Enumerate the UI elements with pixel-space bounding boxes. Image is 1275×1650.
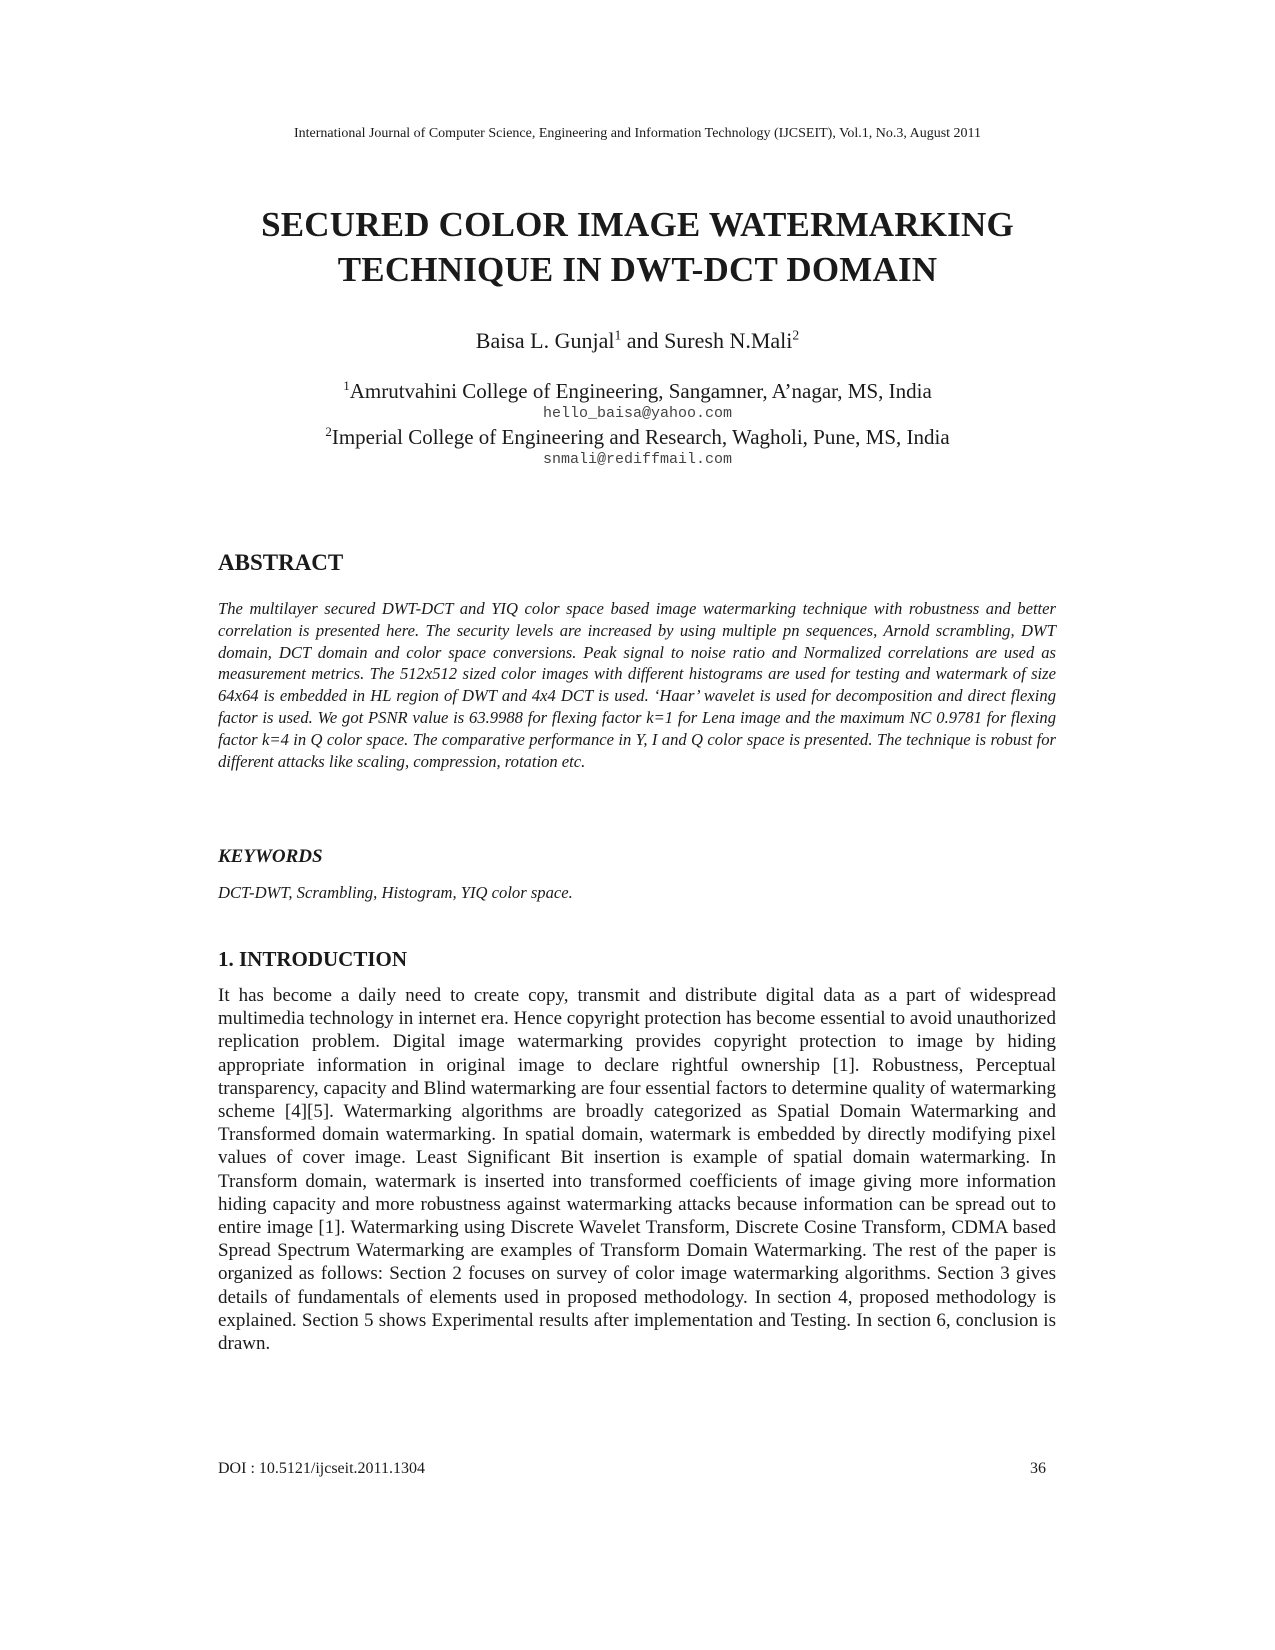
- title-line-1: SECURED COLOR IMAGE WATERMARKING: [261, 205, 1014, 244]
- affiliation-1-name: Amrutvahini College of Engineering, Sangamner, A’nagar, MS, India: [349, 379, 932, 403]
- affiliation-2-email: snmali@rediffmail.com: [542, 451, 733, 468]
- author-1-mark: 1: [614, 327, 622, 343]
- paper-title: [0, 202, 1275, 292]
- affiliation-1: [0, 378, 1275, 404]
- footer-doi: DOI : 10.5121/ijcseit.2011.1304: [218, 1460, 425, 1477]
- author-2-mark: 2: [792, 327, 800, 343]
- affiliation-2-name: Imperial College of Engineering and Research, Wagholi, Pune, MS, India: [331, 425, 950, 449]
- affiliation-2-mark: 2: [325, 424, 332, 439]
- running-header: International Journal of Computer Science, Engineering and Information Technology (IJCSEIT), Vol.1, No.3, August 2011: [293, 126, 982, 141]
- title-line-2: TECHNIQUE IN DWT-DCT DOMAIN: [337, 250, 938, 289]
- page-number: 36: [1030, 1460, 1046, 1477]
- author-list: [0, 328, 1275, 354]
- author-2-name: Suresh N.Mali: [664, 328, 793, 353]
- keywords-body: DCT-DWT, Scrambling, Histogram, YIQ color space.: [218, 883, 573, 902]
- affiliation-2: [0, 424, 1275, 450]
- abstract-heading: ABSTRACT: [218, 550, 344, 575]
- affiliations: [0, 378, 1275, 470]
- affiliation-1-mark: 1: [343, 378, 350, 393]
- author-1-name: Baisa L. Gunjal: [475, 328, 615, 353]
- introduction-heading: 1. INTRODUCTION: [218, 947, 408, 971]
- abstract-body: The multilayer secured DWT-DCT and YIQ color space based image watermarking technique with robustness and better correlation is presented here. The security levels are increased by using multiple pn sequences, Arnold scrambling, DWT domain, DCT domain and color space conversions. Peak signal to noise ratio and Normalized correlations are used as measurement metrics. The 512x512 sized color images with different histograms are used for testing and watermark of size 64x64 is embedded in HL region of DWT and 4x4 DCT is used. ‘Haar’ wavelet is used for decomposition and direct flexing factor is used. We got PSNR value is 63.9988 for flexing factor k=1 for Lena image and the maximum NC 0.9781 for flexing factor k=4 in Q color space. The comparative performance in Y, I and Q color space is presented. The technique is robust for different attacks like scaling, compression, rotation etc.: [218, 599, 1056, 771]
- affiliation-1-email: hello_baisa@yahoo.com: [542, 405, 733, 422]
- author-joiner: and: [621, 328, 665, 353]
- introduction-body: It has become a daily need to create copy, transmit and distribute digital data as a part of widespread multimedia technology in internet era. Hence copyright protection has become essential to avoid unauthorized replication problem. Digital image watermarking provides copyright protection to image by hiding appropriate information in original image to declare rightful ownership [1]. Robustness, Perceptual transparency, capacity and Blind watermarking are four essential factors to determine quality of watermarking scheme [4][5]. Watermarking algorithms are broadly categorized as Spatial Domain Watermarking and Transformed domain watermarking. In spatial domain, watermark is embedded by directly modifying pixel values of cover image. Least Significant Bit insertion is example of spatial domain watermarking. In Transform domain, watermark is inserted into transformed coefficients of image giving more information hiding capacity and more robustness against watermarking attacks because information can be spread out to entire image [1]. Watermarking using Discrete Wavelet Transform, Discrete Cosine Transform, CDMA based Spread Spectrum Watermarking are examples of Transform Domain Watermarking. The rest of the paper is organized as follows: Section 2 focuses on survey of color image watermarking algorithms. Section 3 gives details of fundamentals of elements used in proposed methodology. In section 4, proposed methodology is explained. Section 5 shows Experimental results after implementation and Testing. In section 6, conclusion is drawn.: [218, 985, 1056, 1355]
- keywords-heading: KEYWORDS: [218, 846, 323, 867]
